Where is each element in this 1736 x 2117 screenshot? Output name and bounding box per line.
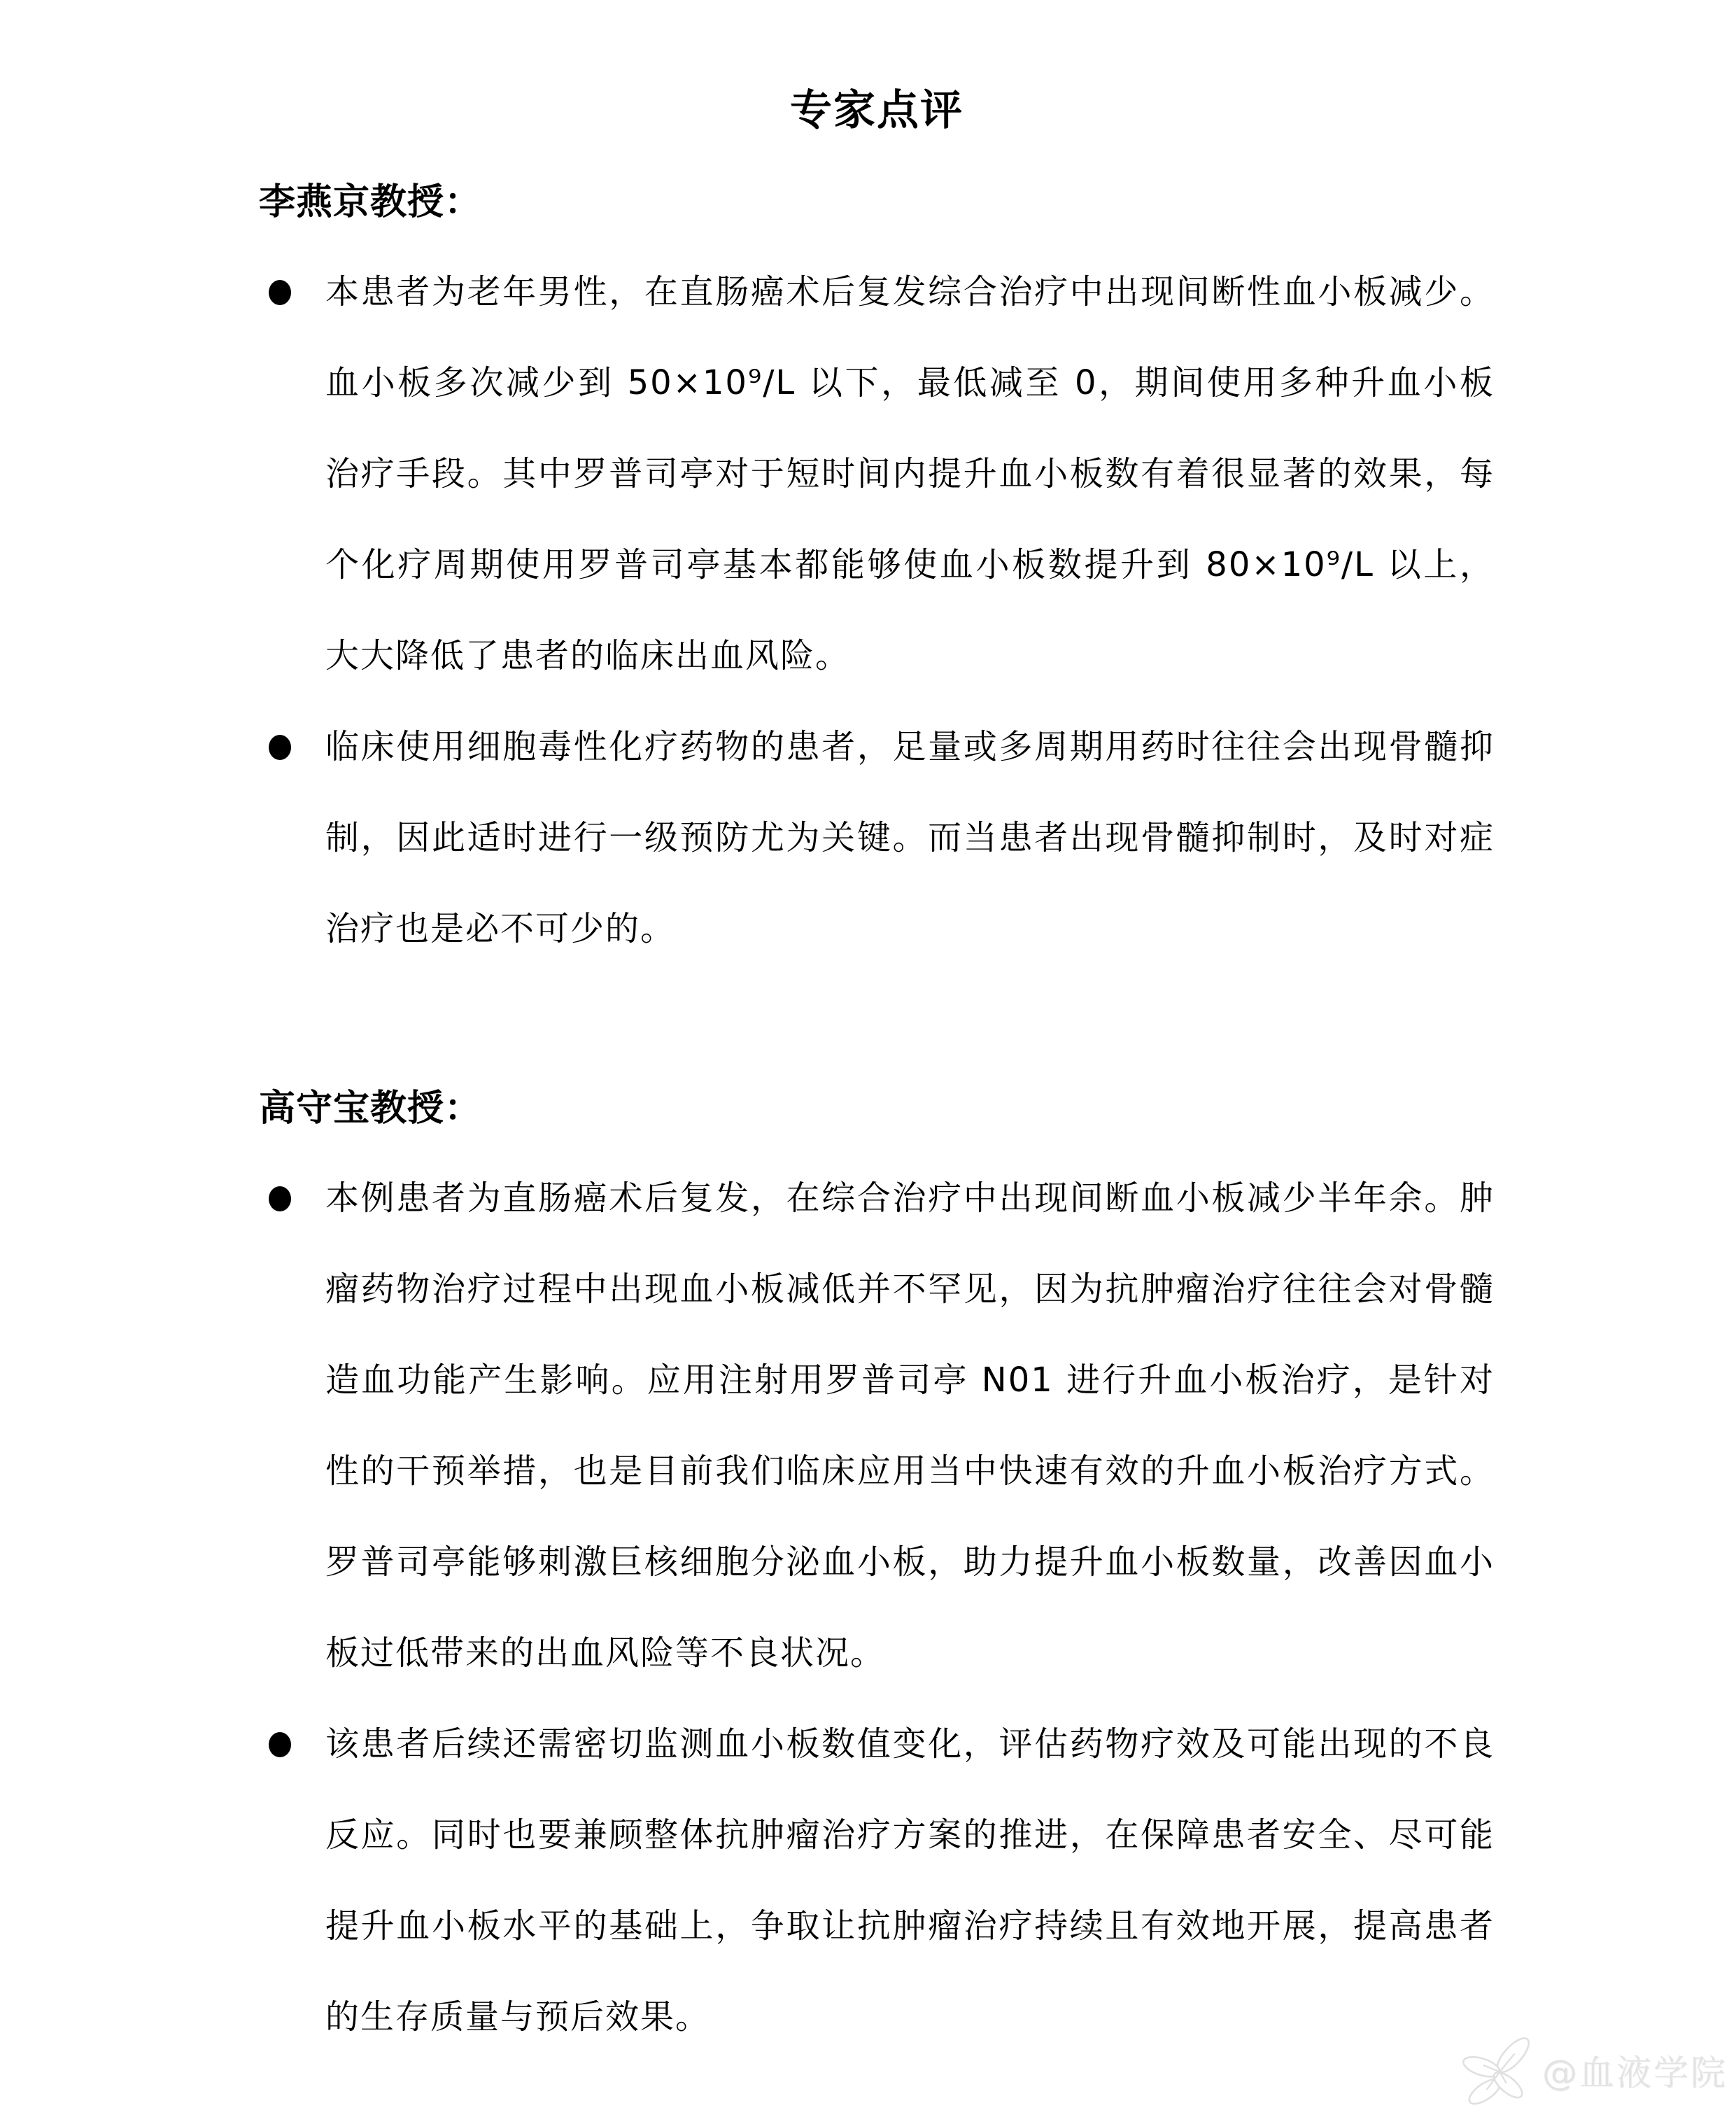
expert-section-li-yanjing [259, 183, 1495, 974]
watermark-text: @血液学院 [1542, 2053, 1728, 2093]
bullet-icon [269, 735, 291, 760]
bullet-icon [269, 1186, 291, 1211]
bullet-list [259, 1153, 1495, 2062]
bullet-text: 本患者为老年男性，在直肠癌术后复发综合治疗中出现间断性血小板减少。血小板多次减少到 50×10⁹/L 以下，最低减至 0，期间使用多种升血小板治疗手段。其中罗普司亭对于短时间内提升血小板数有着很显著的效果，每个化疗周期使用罗普司亭基本都能够使血小板数提升到 80×10⁹/L 以上，大大降低了患者的临床出血风险。 [325, 272, 1495, 675]
bullet-icon [269, 280, 291, 305]
list-item [259, 701, 1495, 974]
list-item [259, 246, 1495, 701]
bullet-text: 本例患者为直肠癌术后复发，在综合治疗中出现间断血小板减少半年余。肿瘤药物治疗过程中出现血小板减低并不罕见，因为抗肿瘤治疗往往会对骨髓造血功能产生影响。应用注射用罗普司亭 N01 进行升血小板治疗，是针对性的干预举措，也是目前我们临床应用当中快速有效的升血小板治疗方式。罗普司亭能够刺激巨核细胞分泌血小板，助力提升血小板数量，改善因血小板过低带来的出血风险等不良状况。 [325, 1179, 1495, 1673]
expert-name-heading: 高守宝教授： [259, 1088, 482, 1130]
bullet-text: 该患者后续还需密切监测血小板数值变化，评估药物疗效及可能出现的不良反应。同时也要兼顾整体抗肿瘤治疗方案的推进，在保障患者安全、尽可能提升血小板水平的基础上，争取让抗肿瘤治疗持续且有效地开展，提高患者的生存质量与预后效果。 [325, 1724, 1495, 2037]
bullet-text: 临床使用细胞毒性化疗药物的患者，足量或多周期用药时往往会出现骨髓抑制，因此适时进行一级预防尤为关键。而当患者出现骨髓抑制时，及时对症治疗也是必不可少的。 [325, 727, 1495, 948]
page-title: 专家点评 [790, 86, 964, 135]
expert-name-heading: 李燕京教授： [259, 181, 482, 223]
bullet-icon [269, 1732, 291, 1757]
watermark [1457, 2029, 1728, 2111]
leaf-logo-icon [1457, 2029, 1539, 2111]
list-item [259, 1698, 1495, 2062]
expert-section-gao-shoubao [259, 1090, 1495, 2062]
document-body [259, 0, 1495, 2062]
bullet-list [259, 246, 1495, 974]
list-item [259, 1153, 1495, 1698]
